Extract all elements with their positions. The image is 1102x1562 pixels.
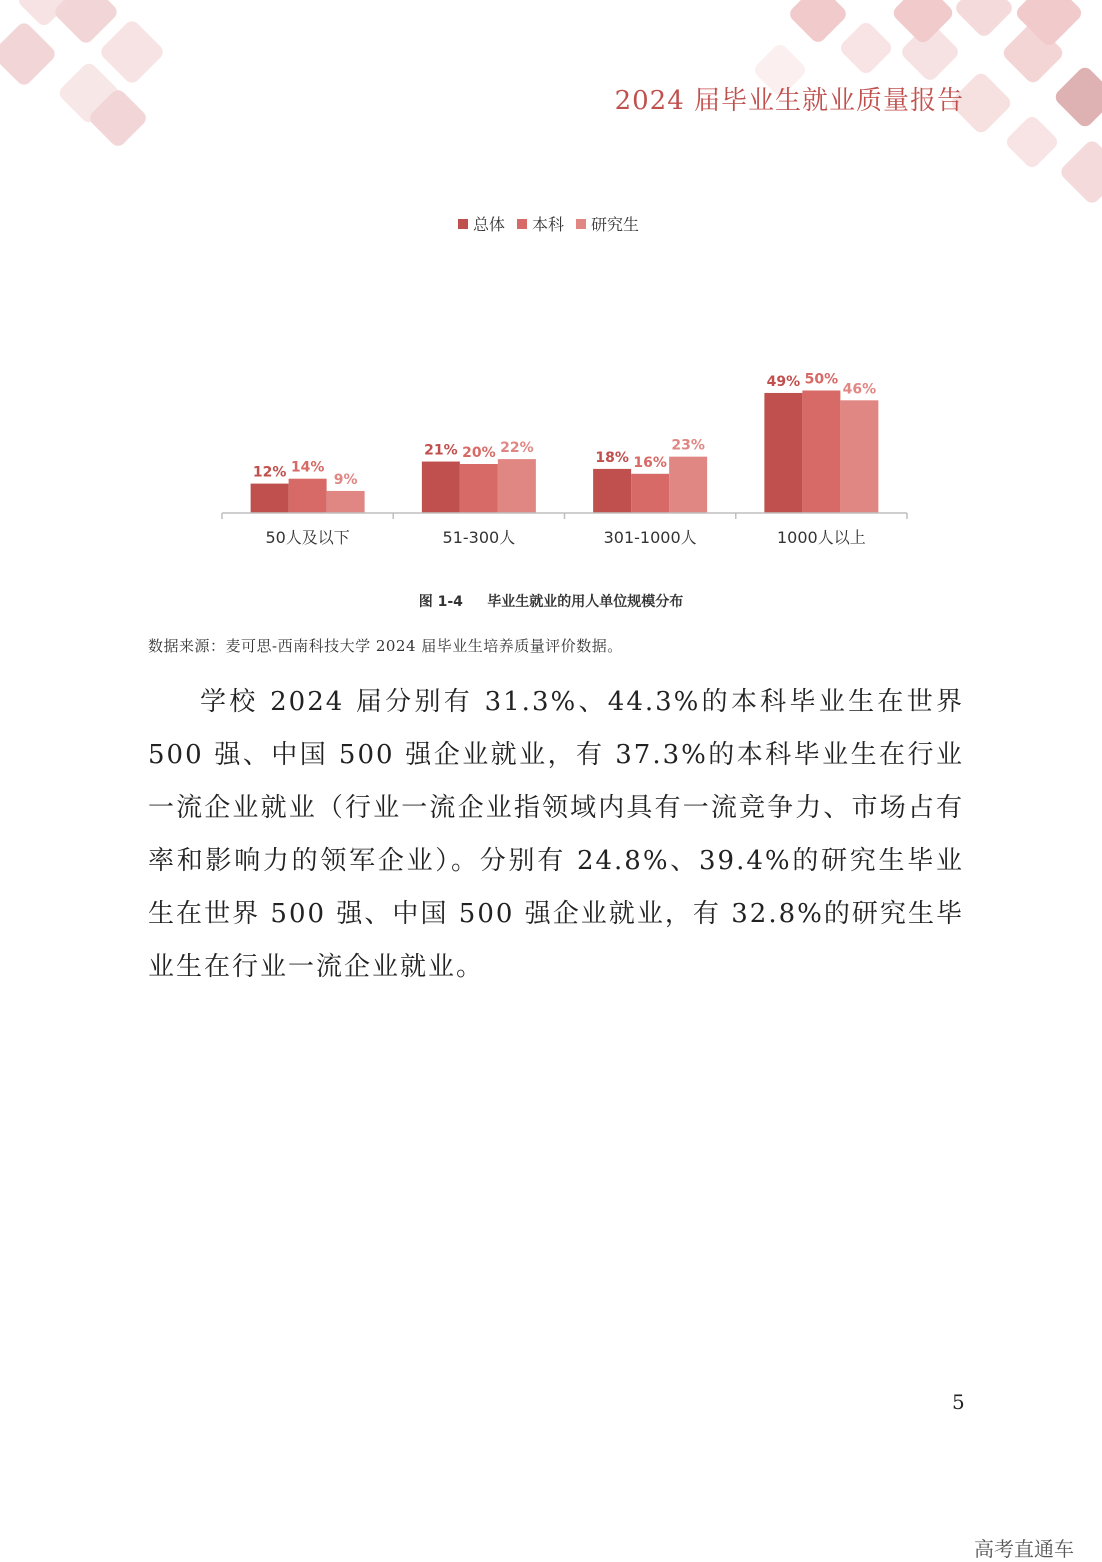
watermark-text: 高考直通车: [974, 1537, 1074, 1561]
data-label-0-2: 9%: [333, 471, 358, 488]
figure-caption: 图 1-4 毕业生就业的用人单位规模分布: [418, 594, 684, 610]
category-label-3: 1000人以上: [777, 528, 866, 547]
data-label-3-0: 49%: [766, 373, 801, 390]
data-label-1-0: 21%: [424, 442, 458, 459]
data-label-1-2: 22%: [500, 440, 534, 457]
bar-3-2: [840, 400, 878, 513]
data-label-3-2: 46%: [842, 381, 877, 398]
category-label-1: 51-300人: [442, 528, 516, 547]
bar-1-0: [422, 462, 460, 513]
data-source-note: 数据来源：麦可思-西南科技大学 2024 届毕业生培养质量评价数据。: [148, 637, 623, 655]
bar-3-0: [764, 393, 802, 513]
legend-label-graduate: 研究生: [591, 215, 640, 234]
report-header-title: 2024 届毕业生就业质量报告: [614, 86, 964, 116]
data-label-2-2: 23%: [671, 437, 705, 454]
bar-1-2: [498, 459, 536, 513]
bar-0-0: [251, 484, 289, 513]
data-label-2-1: 16%: [633, 454, 667, 471]
legend-label-overall: 总体: [473, 215, 506, 234]
bar-2-1: [631, 474, 669, 513]
category-label-2: 301-1000人: [603, 528, 697, 547]
bar-2-0: [593, 469, 631, 513]
bar-1-1: [460, 464, 498, 513]
page-number: 5: [952, 1390, 965, 1414]
bar-0-1: [289, 479, 327, 513]
bar-2-2: [669, 457, 707, 513]
data-label-3-1: 50%: [804, 371, 839, 388]
bar-3-1: [802, 391, 840, 514]
body-paragraph: 学校 2024 届分别有 31.3%、44.3%的本科毕业生在世界 500 强、中国 500 强企业就业，有 37.3%的本科毕业生在行业一流企业就业（行业一流企业指领域内具有一流竞争力、市场占有率和影响力的领军企业）。分别有 24.8%、39.4%的研究生毕业生在世界 500 强、中国 500 强企业就业，有 32.8%的研究生毕业生在行业一流企业就业。: [148, 687, 964, 982]
data-label-1-1: 20%: [462, 445, 496, 461]
legend-label-undergraduate: 本科: [532, 215, 565, 234]
data-label-0-0: 12%: [252, 464, 287, 481]
data-label-0-1: 14%: [290, 459, 325, 476]
employer-size-bar-chart: [0, 0, 1102, 580]
data-label-2-0: 18%: [595, 449, 629, 466]
bar-0-2: [327, 491, 365, 513]
category-label-0: 50人及以下: [265, 528, 350, 547]
